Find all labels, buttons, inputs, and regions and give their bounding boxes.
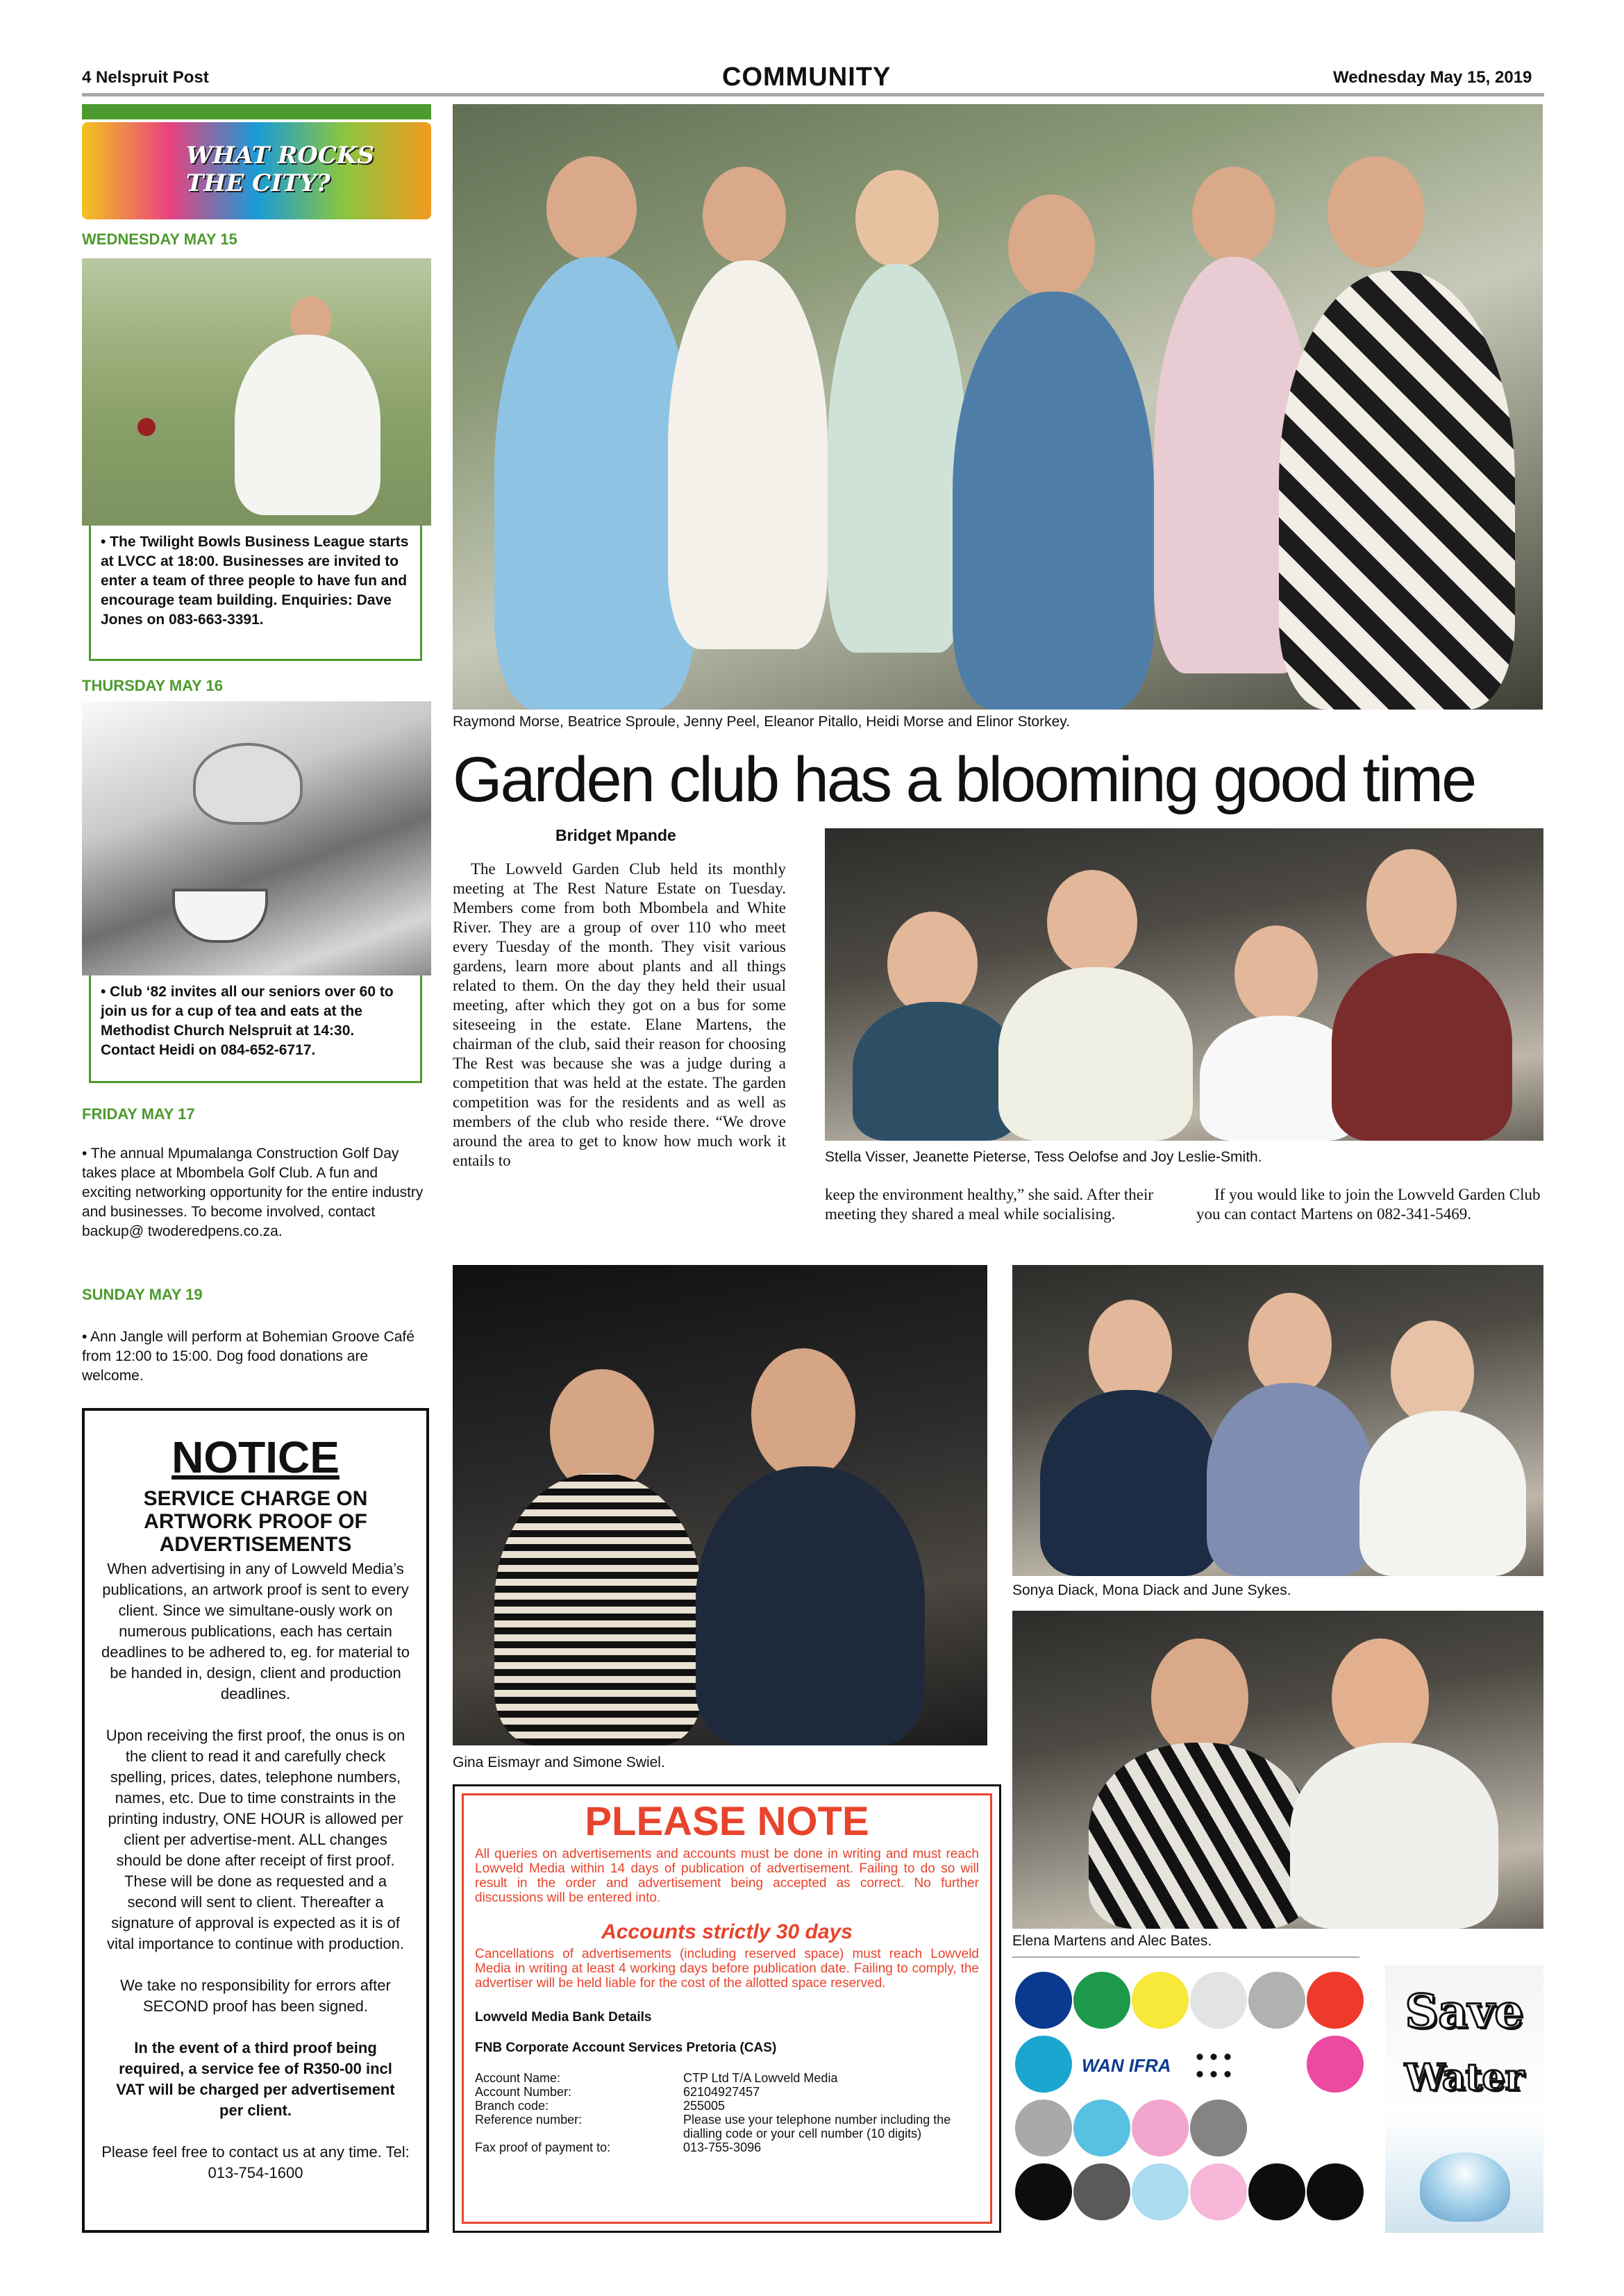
- swatch-16: [1248, 2163, 1305, 2220]
- caption-four-women: Stella Visser, Jeanette Pieterse, Tess Oelofse and Joy Leslie-Smith.: [825, 1149, 1262, 1165]
- bank-row-value: 255005: [683, 2099, 726, 2113]
- colour-test-bar: [1012, 1956, 1359, 2234]
- bank-row: [475, 2099, 979, 2113]
- save-text: Save: [1405, 1984, 1524, 2038]
- notice-box: [82, 1408, 429, 2233]
- bank-row-label: Branch code:: [475, 2099, 549, 2113]
- photo-elena-alec: [1012, 1611, 1543, 1929]
- bank-row-label: Account Number:: [475, 2085, 572, 2099]
- main-group-photo: [453, 104, 1543, 710]
- water-text: Water: [1404, 2056, 1525, 2099]
- caption-gina-simone: Gina Eismayr and Simone Swiel.: [453, 1754, 665, 1770]
- header-rule: [82, 93, 1544, 97]
- bank-row: [475, 2085, 979, 2099]
- person-6-body: [1279, 271, 1515, 710]
- swatch-2: [1132, 1972, 1189, 2029]
- swatch-3: [1190, 1972, 1247, 2029]
- person-1-head: [546, 156, 637, 260]
- person-2-head: [703, 167, 786, 264]
- cup-shape: [172, 889, 268, 943]
- swatch-6: [1015, 2036, 1072, 2093]
- please-note-box: [453, 1784, 1001, 2233]
- caption-elena-alec: Elena Martens and Alec Bates.: [1012, 1933, 1212, 1949]
- article-headline: Garden club has a blooming good time: [453, 744, 1475, 815]
- swatch-5: [1307, 1972, 1364, 2029]
- swatch-8: [1015, 2100, 1072, 2156]
- notice-p4: In the event of a third proof being required, a service fee of R350-00 incl VAT will be charged per advertisement per client.: [116, 2039, 395, 2119]
- swatch-1: [1073, 1972, 1130, 2029]
- wan-ifra-logo: WAN IFRA: [1082, 2055, 1171, 2076]
- bank-row-label: Reference number:: [475, 2113, 583, 2127]
- page-label: 4 Nelspruit Post: [82, 68, 209, 87]
- section-title: COMMUNITY: [722, 62, 891, 92]
- woman-2-body: [998, 967, 1193, 1141]
- notice-p3: We take no responsibility for errors after SECOND proof has been signed.: [120, 1977, 391, 2015]
- please-note-subtitle: Accounts strictly 30 days: [601, 1920, 853, 1943]
- bank-row: [475, 2113, 979, 2140]
- article-col-2: keep the environment healthy,” she said. After their meeting they shared a meal while socialising.: [825, 1186, 1154, 1223]
- issue-date: Wednesday May 15, 2019: [1333, 68, 1532, 87]
- what-rocks-logo: [82, 122, 431, 219]
- gina-body: [494, 1473, 703, 1745]
- swatch-12: [1015, 2163, 1072, 2220]
- bank-row-value: 62104927457: [683, 2085, 760, 2099]
- bowl-ball: [137, 418, 156, 436]
- event-box-2: [89, 975, 422, 1083]
- swatch-10: [1132, 2100, 1189, 2156]
- bowls-photo: [82, 258, 431, 526]
- alec-body: [1290, 1743, 1498, 1929]
- event-box-1: [89, 526, 422, 661]
- event-text-1: • The Twilight Bowls Business League starts at LVCC at 18:00. Businesses are invited to enter a team of three people to have fun and encourage team building. Enquiries: Dave Jones on 083-663-3391.: [101, 534, 409, 628]
- woman-1-body: [853, 1002, 1019, 1141]
- notice-p5: Please feel free to contact us at any time. Tel: 013-754-1600: [101, 2143, 410, 2181]
- woman-4-head: [1366, 849, 1457, 960]
- june-head: [1391, 1321, 1474, 1425]
- photo-gina-simone: [453, 1265, 987, 1745]
- woman-4-body: [1332, 953, 1512, 1141]
- sidebar-top-bar: [82, 104, 431, 119]
- woman-3-head: [1234, 925, 1318, 1023]
- photo-four-women: [825, 828, 1543, 1141]
- swatch-15: [1190, 2163, 1247, 2220]
- woman-1-head: [887, 912, 978, 1016]
- swatch-11: [1190, 2100, 1247, 2156]
- swatch-0: [1015, 1972, 1072, 2029]
- person-4-head: [1008, 194, 1095, 299]
- mona-body: [1207, 1383, 1373, 1576]
- event-day-4: SUNDAY MAY 19: [82, 1286, 203, 1303]
- please-note-title: PLEASE NOTE: [585, 1799, 869, 1844]
- article-col-3: If you would like to join the Lowveld Garden Club you can contact Martens on 082-341-5469.: [1196, 1186, 1541, 1223]
- notice-subtitle: SERVICE CHARGE ON ARTWORK PROOF OF ADVERTISEMENTS: [143, 1487, 368, 1556]
- elena-head: [1151, 1639, 1248, 1757]
- person-6-head: [1328, 156, 1425, 267]
- swatch-9: [1073, 2100, 1130, 2156]
- teapot-shape: [193, 743, 303, 825]
- woman-2-head: [1047, 870, 1137, 974]
- bank-row-label: Fax proof of payment to:: [475, 2140, 611, 2154]
- event-text-4: • Ann Jangle will perform at Bohemian Groove Café from 12:00 to 15:00. Dog food donations are welcome.: [82, 1329, 415, 1384]
- notice-p2: Upon receiving the first proof, the onus is on the client to read it and carefully check spelling, prices, dates, telephone numbers, names, etc. Due to time constraints in the printing industry, ONE HOUR is allowed per client per advertise-ment. ALL changes should be done after receipt of first proof. These will be done as requested and a second will sent to client. Thereafter a signature of approval is expected as it is of vital importance to continue with production.: [106, 1727, 405, 1952]
- alec-head: [1332, 1639, 1429, 1757]
- bank-row-value: 013-755-3096: [683, 2140, 762, 2154]
- notice-title: NOTICE: [171, 1432, 340, 1482]
- caption-diacks-sykes: Sonya Diack, Mona Diack and June Sykes.: [1012, 1582, 1291, 1598]
- please-note-p2: Cancellations of advertisements (including reserved space) must reach Lowveld Media in writing at least 4 working days before publication date. Failing to comply, the advertiser will be held liable for the cost of the allotted space reserved.: [475, 1947, 979, 1991]
- bank-row-value: CTP Ltd T/A Lowveld Media: [683, 2071, 838, 2085]
- person-3-body: [828, 264, 966, 653]
- bank-row: [475, 2071, 979, 2085]
- person-3-head: [855, 170, 939, 267]
- event-text-2: • Club ‘82 invites all our seniors over 60 to join us for a cup of tea and eats at the Methodist Church Nelspruit at 14:30. Contact Heidi on 084-652-6717.: [101, 984, 394, 1058]
- bank-details: [475, 2071, 979, 2154]
- save-water-ad: [1385, 1965, 1543, 2233]
- swatch-17: [1307, 2163, 1364, 2220]
- person-5-head: [1192, 167, 1275, 264]
- water-splash-icon: [1420, 2152, 1510, 2222]
- sonya-body: [1040, 1390, 1221, 1576]
- bank-row-label: Account Name:: [475, 2071, 561, 2085]
- notice-p1: When advertising in any of Lowveld Media’s publications, an artwork proof is sent to every client. Since we simultane-ously work on numerous publications, each has certain deadlines to be adhered to, eg. for material to be handed in, design, client and production deadlines.: [101, 1560, 410, 1702]
- article-col-1: The Lowveld Garden Club held its monthly meeting at The Rest Nature Estate on Tuesday. Members come from both Mbombela and White River. They are a group of over 110 who meet every Tuesday of the month. They visit various gardens, learn more about plants and all things related to them. On the day they held their usual meeting, after which they got on a bus for some siteseeing in the estate. Elane Martens, the chairman of the club, said their reason for choosing The Rest was because she was a judge during a competition that was held at the estate. The garden competition was for the residents and as well as members of the club who reside there. “We drove around the area to get to know how much work it entails to: [453, 860, 786, 1169]
- event-day-1: WEDNESDAY MAY 15: [82, 231, 237, 248]
- article-byline: Bridget Mpande: [555, 826, 676, 844]
- event-day-3: FRIDAY MAY 17: [82, 1105, 195, 1123]
- person-1-body: [494, 257, 696, 710]
- event-day-2: THURSDAY MAY 16: [82, 677, 223, 694]
- please-note-p1: All queries on advertisements and accounts must be done in writing and must reach Lowveld Media within 14 days of publication of advertisement. Failing to do so will result in the order and advertisement being accepted as correct. No further discussions will be entered into.: [475, 1847, 979, 1905]
- elena-body: [1089, 1743, 1311, 1929]
- please-note-inner: [462, 1793, 992, 2224]
- bank-heading: Lowveld Media Bank Details: [475, 2010, 652, 2025]
- bank-row: [475, 2140, 979, 2154]
- simone-body: [696, 1466, 925, 1745]
- logo-text: WHAT ROCKS THE CITY?: [186, 142, 375, 197]
- simone-head: [751, 1348, 855, 1480]
- person-2-body: [668, 260, 828, 649]
- swatch-4: [1248, 1972, 1305, 2029]
- bank-name: FNB Corporate Account Services Pretoria (CAS): [475, 2041, 777, 2055]
- bowler-body: [235, 335, 380, 515]
- mona-head: [1248, 1293, 1332, 1397]
- main-photo-caption: Raymond Morse, Beatrice Sproule, Jenny Peel, Eleanor Pitallo, Heidi Morse and Elinor Storkey.: [453, 714, 1071, 730]
- tea-photo: [82, 701, 431, 975]
- person-4-body: [953, 292, 1154, 710]
- swatch-13: [1073, 2163, 1130, 2220]
- photo-diacks-sykes: [1012, 1265, 1543, 1576]
- bank-row-value: Please use your telephone number including the dialling code or your cell number (10 digits): [683, 2113, 951, 2140]
- swatch-14: [1132, 2163, 1189, 2220]
- june-body: [1359, 1411, 1526, 1576]
- register-dots: [1193, 2048, 1234, 2083]
- swatch-7: [1307, 2036, 1364, 2093]
- sonya-head: [1089, 1300, 1172, 1404]
- event-text-3: • The annual Mpumalanga Construction Golf Day takes place at Mbombela Golf Club. A fun and exciting networking opportunity for the entire industry and businesses. To become involved, contact backup@ twoderedpens.co.za.: [82, 1146, 424, 1239]
